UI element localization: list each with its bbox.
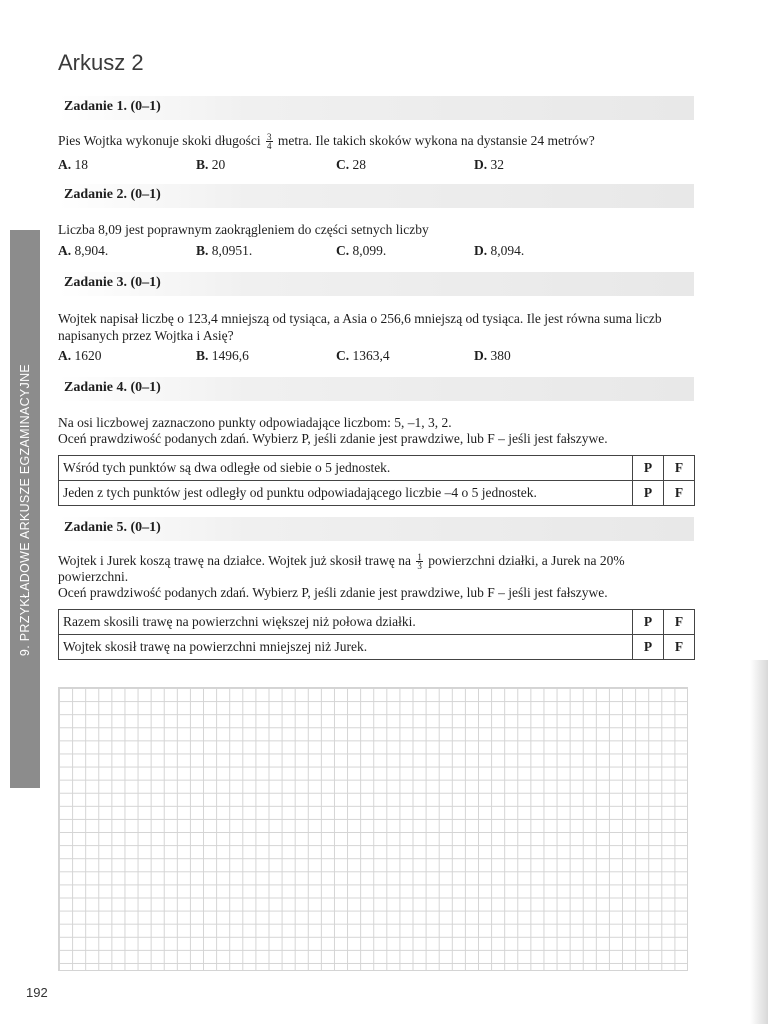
side-section-label: 9. PRZYKŁADOWE ARKUSZE EGZAMINACYJNE (18, 363, 32, 657)
task-3-answers (58, 348, 698, 366)
task-5-true-false-table (58, 609, 695, 660)
task-5-title: Zadanie 5. (0–1) (64, 520, 161, 535)
answer-value: 8,094. (490, 243, 525, 258)
false-option[interactable]: F (664, 635, 695, 660)
answer-letter: C. (336, 348, 350, 363)
answer-letter: C. (336, 157, 350, 172)
answer-value: 28 (352, 157, 366, 172)
answer-letter: D. (474, 243, 488, 258)
answer-b[interactable] (196, 348, 249, 364)
task-1-answers (58, 157, 698, 175)
statement-cell: Razem skosili trawę na powierzchni większej niż połowa działki. (59, 610, 633, 635)
true-option[interactable]: P (633, 610, 664, 635)
page-number: 192 (26, 985, 48, 1000)
answer-d[interactable] (474, 157, 504, 173)
task-1-question-end: metra. Ile takich skoków wykona na dystansie 24 metrów? (277, 133, 595, 148)
task-4-title: Zadanie 4. (0–1) (64, 380, 161, 395)
answer-value: 32 (490, 157, 504, 172)
answer-value: 380 (490, 348, 511, 363)
task-2-question: Liczba 8,09 jest poprawnym zaokrągleniem do części setnych liczby (58, 222, 429, 237)
answer-value: 20 (211, 157, 226, 172)
answer-letter: B. (196, 348, 209, 363)
page-edge-shadow (750, 660, 768, 1024)
task-5-header (58, 517, 694, 541)
answer-letter: A. (58, 348, 72, 363)
false-option[interactable]: F (664, 456, 695, 481)
task-5-line-2: powierzchni. (58, 569, 129, 584)
answer-value: 1496,6 (211, 348, 249, 363)
answer-letter: C. (336, 243, 350, 258)
fraction-one-third (416, 553, 423, 570)
answer-a[interactable] (58, 243, 108, 259)
statement-cell: Jeden z tych punktów jest odległy od punktu odpowiadającego liczbie –4 o 5 jednostek. (59, 481, 633, 506)
task-5-question-end: powierzchni działki, a Jurek na 20% (428, 553, 625, 568)
fraction-numerator: 3 (267, 132, 272, 143)
answer-b[interactable] (196, 157, 225, 173)
task-4-true-false-table (58, 455, 695, 506)
table-row (59, 610, 695, 635)
task-1-question-start: Pies Wojtka wykonuje skoki długości (58, 133, 261, 148)
fraction-denominator: 4 (267, 141, 272, 152)
task-2-title: Zadanie 2. (0–1) (64, 187, 161, 202)
fraction-three-quarters (266, 133, 273, 150)
task-2-answers (58, 243, 698, 261)
answer-c[interactable] (336, 348, 390, 364)
answer-d[interactable] (474, 348, 511, 364)
answer-a[interactable] (58, 157, 88, 173)
answer-letter: A. (58, 243, 72, 258)
answer-value: 18 (74, 157, 88, 172)
answer-letter: D. (474, 348, 488, 363)
task-1-header (58, 96, 694, 120)
task-3-question-line-1: Wojtek napisał liczbę o 123,4 mniejszą od tysiąca, a Asia o 256,6 mniejszą od tysiąca. Ile jest równa suma liczb (58, 311, 662, 326)
task-3-header (58, 272, 694, 296)
task-5-question (58, 553, 698, 570)
true-option[interactable]: P (633, 481, 664, 506)
answer-d[interactable] (474, 243, 524, 259)
side-strip (10, 230, 40, 788)
task-4-header (58, 377, 694, 401)
statement-cell: Wśród tych punktów są dwa odległe od siebie o 5 jednostek. (59, 456, 633, 481)
answer-value: 8,0951. (211, 243, 253, 258)
answer-value: 8,099. (352, 243, 387, 258)
answer-letter: D. (474, 157, 488, 172)
fraction-numerator: 1 (417, 552, 422, 563)
task-1-question (58, 133, 698, 150)
answer-letter: A. (58, 157, 72, 172)
answer-value: 8,904. (74, 243, 109, 258)
task-4-line-2: Oceń prawdziwość podanych zdań. Wybierz P, jeśli zdanie jest prawdziwe, lub F – jeśli jest fałszywe. (58, 431, 608, 446)
task-2-header (58, 184, 694, 208)
task-3-question-line-2: napisanych przez Wojtka i Asię? (58, 328, 234, 343)
task-1-title: Zadanie 1. (0–1) (64, 99, 161, 114)
answer-c[interactable] (336, 157, 366, 173)
answer-value: 1363,4 (352, 348, 390, 363)
sheet-title: Arkusz 2 (58, 50, 144, 75)
task-4-line-1: Na osi liczbowej zaznaczono punkty odpowiadające liczbom: 5, –1, 3, 2. (58, 415, 452, 430)
task-5-line-3: Oceń prawdziwość podanych zdań. Wybierz P, jeśli zdanie jest prawdziwe, lub F – jeśli jest fałszywe. (58, 585, 608, 600)
table-row (59, 456, 695, 481)
answer-value: 1620 (74, 348, 102, 363)
true-option[interactable]: P (633, 635, 664, 660)
true-option[interactable]: P (633, 456, 664, 481)
task-5-question-start: Wojtek i Jurek koszą trawę na działce. Wojtek już skosił trawę na (58, 553, 411, 568)
statement-cell: Wojtek skosił trawę na powierzchni mniejszej niż Jurek. (59, 635, 633, 660)
false-option[interactable]: F (664, 481, 695, 506)
answer-a[interactable] (58, 348, 102, 364)
answer-letter: B. (196, 157, 209, 172)
answer-b[interactable] (196, 243, 252, 259)
fraction-denominator: 3 (417, 561, 422, 572)
scratch-grid[interactable] (58, 687, 688, 971)
false-option[interactable]: F (664, 610, 695, 635)
answer-letter: B. (196, 243, 209, 258)
task-3-title: Zadanie 3. (0–1) (64, 275, 161, 290)
answer-c[interactable] (336, 243, 386, 259)
table-row (59, 481, 695, 506)
table-row (59, 635, 695, 660)
